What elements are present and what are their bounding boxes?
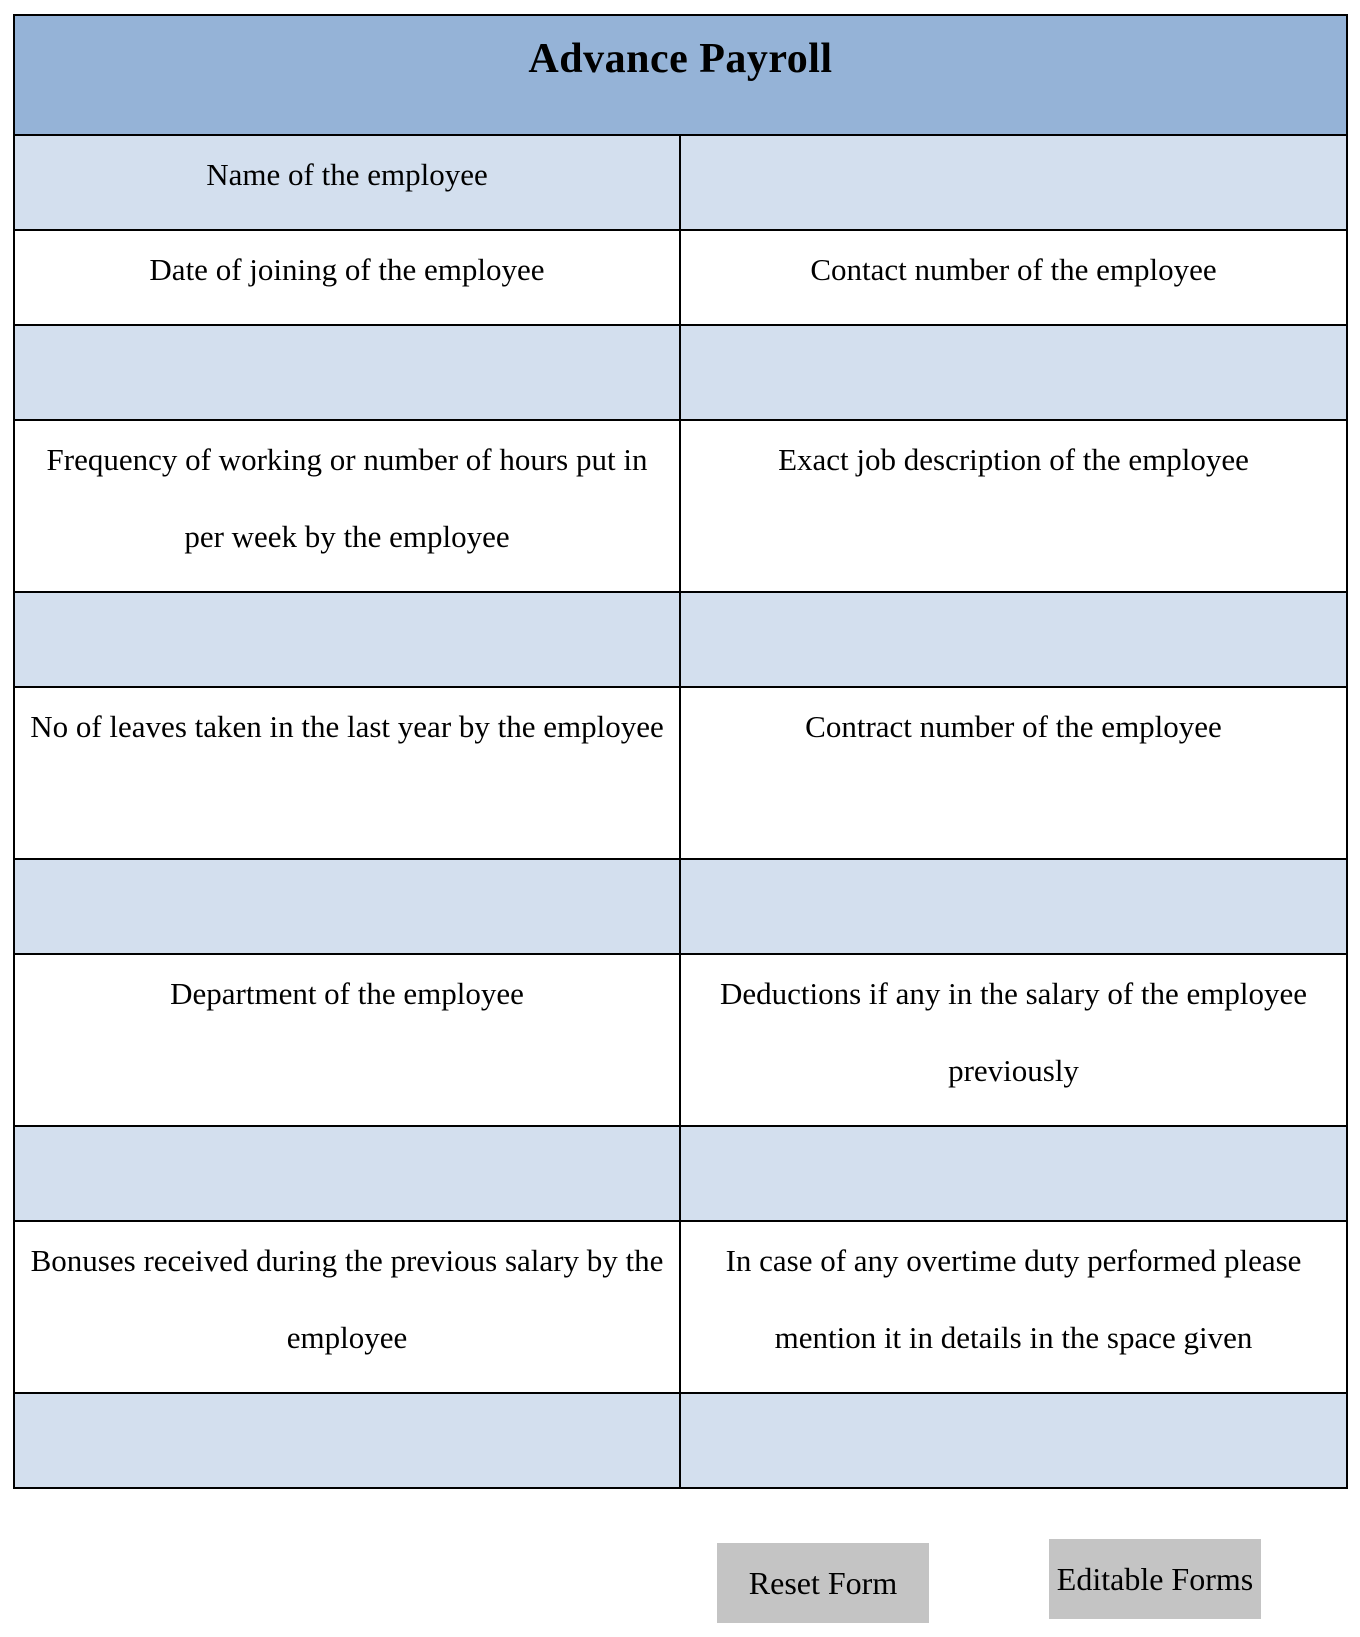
employee-name-field[interactable] [680, 135, 1347, 230]
reset-form-button[interactable]: Reset Form [717, 1543, 929, 1623]
table-row [14, 592, 1347, 687]
working-frequency-field[interactable] [14, 592, 680, 687]
overtime-duty-label: In case of any overtime duty performed please mention it in details in the space given [680, 1221, 1347, 1393]
bonuses-label: Bonuses received during the previous salary by the employee [14, 1221, 680, 1393]
contact-number-label: Contact number of the employee [680, 230, 1347, 325]
table-row [14, 859, 1347, 954]
contract-number-field[interactable] [680, 859, 1347, 954]
working-frequency-label: Frequency of working or number of hours put in per week by the employee [14, 420, 680, 592]
contact-number-field[interactable] [680, 325, 1347, 420]
table-row [14, 1221, 1347, 1393]
table-row [14, 1126, 1347, 1221]
deductions-label: Deductions if any in the salary of the employee previously [680, 954, 1347, 1126]
overtime-duty-field[interactable] [680, 1393, 1347, 1488]
table-row [14, 325, 1347, 420]
table-row [14, 954, 1347, 1126]
form-title: Advance Payroll [14, 15, 1347, 135]
department-field[interactable] [14, 1126, 680, 1221]
date-of-joining-label: Date of joining of the employee [14, 230, 680, 325]
editable-forms-button[interactable]: Editable Forms [1049, 1539, 1261, 1619]
department-label: Department of the employee [14, 954, 680, 1126]
employee-name-label: Name of the employee [14, 135, 680, 230]
leaves-taken-field[interactable] [14, 859, 680, 954]
bonuses-field[interactable] [14, 1393, 680, 1488]
contract-number-label: Contract number of the employee [680, 687, 1347, 859]
table-row [14, 687, 1347, 859]
advance-payroll-form [13, 14, 1348, 1489]
title-row [14, 15, 1347, 135]
job-description-field[interactable] [680, 592, 1347, 687]
job-description-label: Exact job description of the employee [680, 420, 1347, 592]
table-row [14, 230, 1347, 325]
date-of-joining-field[interactable] [14, 325, 680, 420]
deductions-field[interactable] [680, 1126, 1347, 1221]
table-row [14, 1393, 1347, 1488]
leaves-taken-label: No of leaves taken in the last year by the employee [14, 687, 680, 859]
table-row [14, 135, 1347, 230]
table-row [14, 420, 1347, 592]
